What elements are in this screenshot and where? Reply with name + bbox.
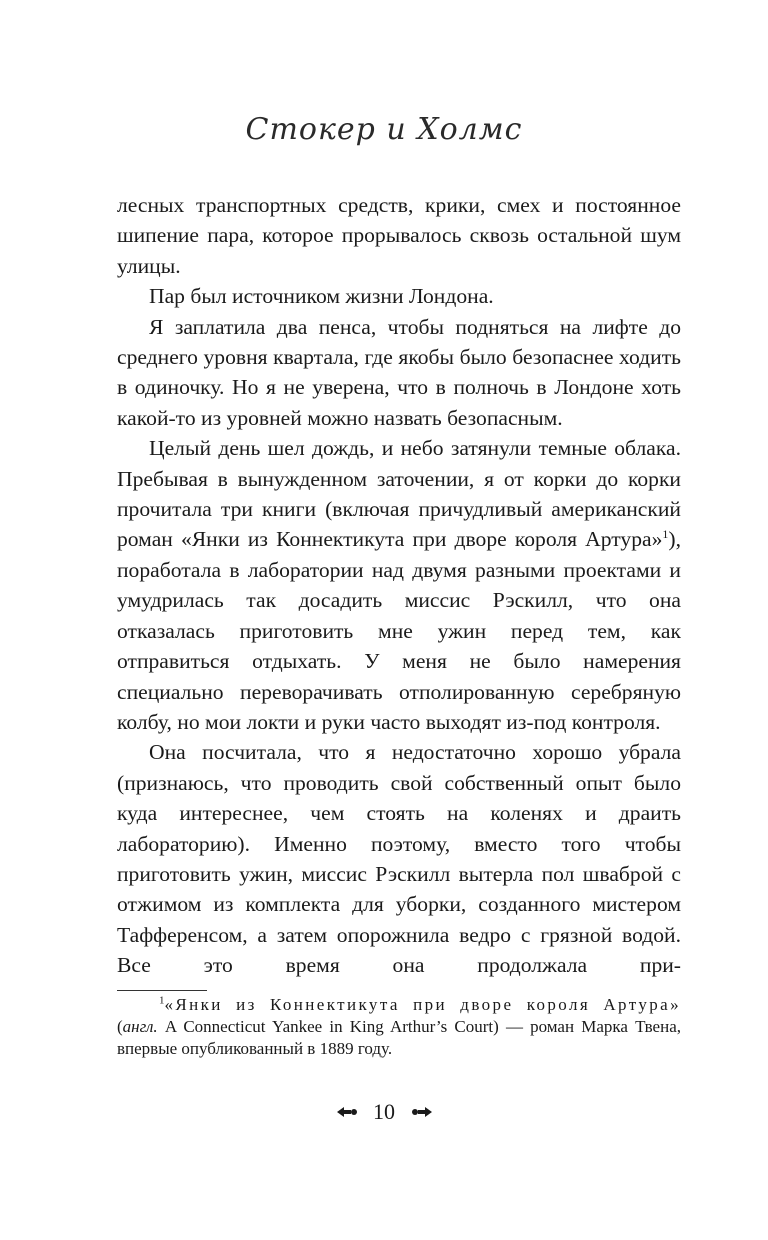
page-folio: [0, 1096, 768, 1126]
footnote-original-title: A Connecticut Yankee in King Arthur’s Court) —: [157, 1017, 531, 1036]
footnote-reference: 1: [662, 527, 669, 542]
footnote-rule: [117, 990, 207, 991]
footnote-lang: англ.: [122, 1017, 158, 1036]
paragraph-3: Я заплатила два пенса, чтобы подняться на лифте до среднего уровня квартала, где якобы было безопаснее ходить в одиночку. Но я не уверена, что в полночь в Лондоне хоть какой-то из уровней можно назвать безопасным.: [117, 314, 681, 430]
ornament-right-icon: [411, 1105, 433, 1119]
paragraph-4-part-2: ), поработала в лаборатории над двумя разными проектами и умудрилась так досадить миссис Рэскилл, что она отказалась приготовить мне ужин перед тем, как отправиться отдыхать. У меня не было намерения специально переворачивать отполированную серебряную колбу, но мои локти и руки часто выходят из-под контроля.: [117, 527, 681, 734]
paragraph-1: лесных транспортных средств, крики, смех и постоянное шипение пара, которое прорывалось сквозь остальной шум улицы.: [117, 193, 681, 278]
footnote-description: роман Марка Твена, впервые опубликованный в 1889 году.: [117, 1017, 681, 1058]
page-number: 10: [373, 1098, 395, 1124]
ornament-left-icon: [336, 1105, 358, 1119]
paragraph-4-part-1: Целый день шел дождь, и небо затянули темные облака. Пребывая в вынужденном заточении, я от корки до корки прочитала три книги (включая причудливый американский роман «Янки из Коннектикута при дворе короля Артура»: [117, 436, 681, 552]
footnote-open-paren: (: [117, 1017, 123, 1036]
footnote-mark: 1: [159, 994, 165, 1007]
paragraph-4: [117, 433, 681, 737]
footnote: [117, 994, 681, 1060]
body-text: [117, 190, 681, 981]
footnote-title: «Янки из Коннектикута при дворе короля Артура»: [164, 995, 681, 1014]
paragraph-2: Пар был источником жизни Лондона.: [149, 284, 494, 309]
paragraph-5: Она посчитала, что я недостаточно хорошо убрала (признаюсь, что проводить свой собственный опыт было куда интереснее, чем стоять на коленях и драить лабораторию). Именно поэтому, вместо того чтобы приготовить ужин, миссис Рэскилл вытерла пол шваброй с отжимом из комплекта для уборки, созданного мистером Тафференсом, а затем опорожнила ведро с грязной водой. Все это время она продолжала при-: [117, 740, 681, 978]
running-head: Стокер и Холмс: [245, 112, 523, 147]
